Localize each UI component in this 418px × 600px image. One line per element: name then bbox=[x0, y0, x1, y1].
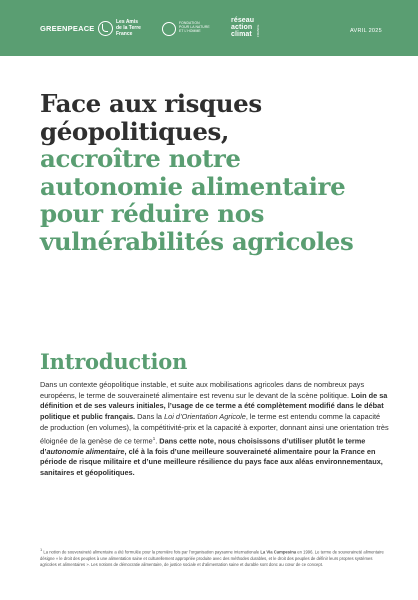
amis-de-la-terre-logo[interactable] bbox=[98, 19, 141, 41]
footnote-ref[interactable]: 1 bbox=[152, 435, 156, 441]
reseau-action-climat-logo[interactable] bbox=[231, 17, 260, 38]
title-line-accent: pour réduire nos bbox=[40, 199, 265, 228]
amis-de-la-terre-wordmark: Les Amis de la Terre France bbox=[116, 19, 141, 37]
fondation-wordmark: FONDATION POUR LA NATURE ET L'HOMME bbox=[179, 21, 210, 34]
rac-wordmark: réseau action climat bbox=[231, 17, 255, 38]
fondation-nature-homme-logo[interactable] bbox=[162, 21, 210, 36]
fondation-leaf-icon bbox=[162, 22, 176, 36]
intro-paragraph: Dans un contexte géopolitique instable, et suite aux mobilisations agricoles dans de nombreux pays européens, le terme de souveraineté alimentaire est revenu sur le devant de la scène politique. Loin de sa définition et de ses valeurs initiales, l’usage de ce terme a été complètement modifié dans le débat politique et public français. Dans la Loi d’Orientation Agricole, le terme est entendu comme la capacité de production (en volumes), la compétitivité-prix et la capacité à exporter, donnant ainsi une orientation très éloignée de la genèse de ce terme$^1$. Dans cette note, nous choisissons d’utiliser plutôt le terme d’autonomie alimentaire, clé à la fois d’une meilleure souveraineté alimentaire pour la France en période de risque militaire et d’une meilleure résilience du pays face aux aléas environnementaux, sanitaires et géopolitiques. bbox=[40, 380, 389, 478]
footnote: $^1$ La notion de souveraineté alimentaire a été formulée pour la première fois par l’organisation paysanne internationale La Via Campesina en 1996. Le terme de souveraineté alimentaire désigne « le droit des peuples à une alimentation saine et culturellement appropriée produite avec des méthodes durables, et le droit des peuples de définir leurs propres systèmes agricoles et alimentaires ». Les notions de démocratie alimentaire, de justice sociale et d’alimentation saine et durable sont donc au cœur de ce concept. bbox=[40, 547, 384, 567]
rac-country-label: FRANCE bbox=[256, 24, 261, 37]
page-title bbox=[40, 90, 390, 255]
header-band bbox=[0, 0, 418, 56]
title-line-accent: vulnérabilités agricoles bbox=[40, 226, 354, 256]
section-heading: Introduction bbox=[40, 349, 188, 374]
amis-de-la-terre-icon bbox=[98, 21, 113, 36]
publication-date: AVRIL 2025 bbox=[349, 28, 382, 34]
greenpeace-logo[interactable]: GREENPEACE bbox=[40, 24, 95, 33]
title-line-accent: accroître notre bbox=[40, 144, 241, 173]
title-line-accent: autonomie alimentaire bbox=[40, 171, 346, 201]
title-line: géopolitiques, bbox=[40, 116, 230, 146]
title-line: Face aux risques bbox=[40, 89, 262, 118]
